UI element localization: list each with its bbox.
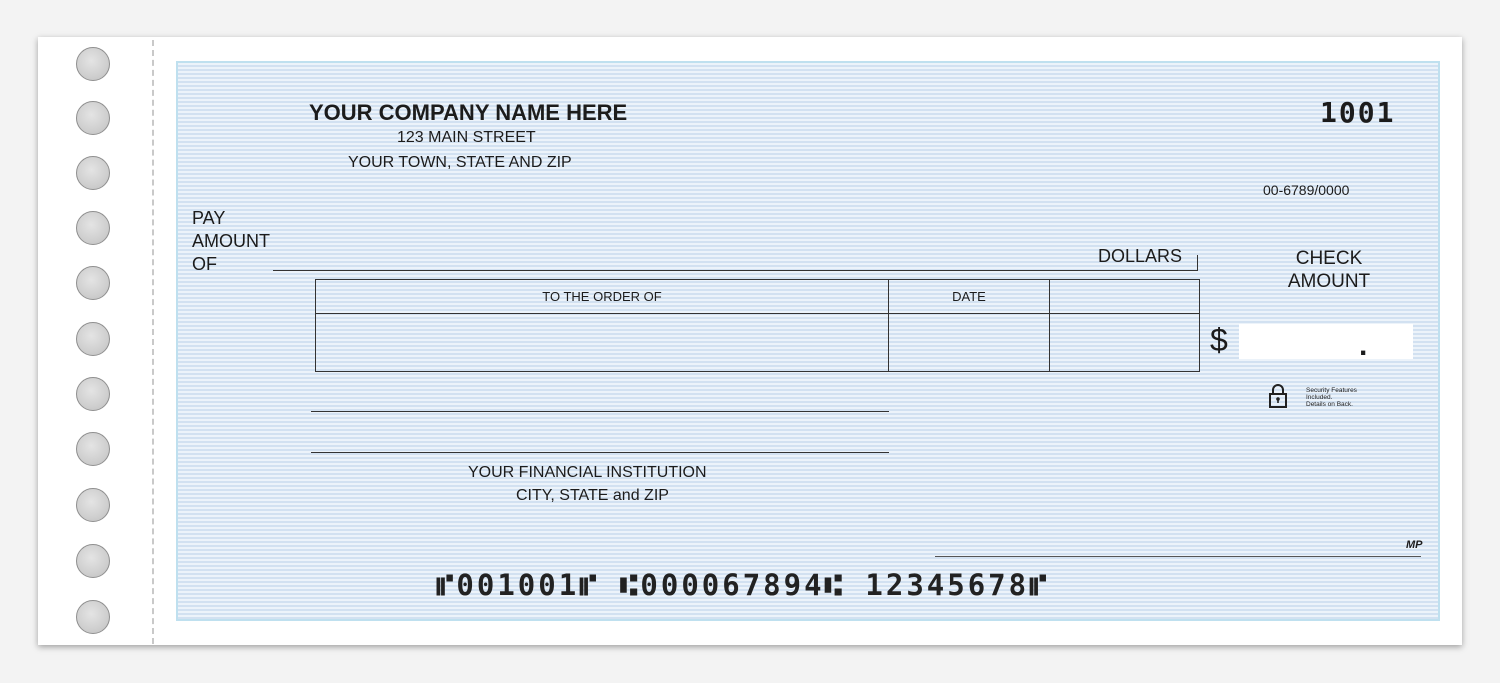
amount-written-line[interactable] — [273, 270, 1198, 271]
date-header: DATE — [889, 280, 1050, 314]
pay-label-line: PAY — [192, 208, 226, 228]
binder-hole-icon — [76, 211, 110, 245]
check-number: 1001 — [1320, 96, 1396, 129]
micr-line: ⑈001001⑈ ⑆000067894⑆ 12345678⑈ — [436, 568, 1050, 602]
dollars-tick — [1197, 255, 1198, 270]
amount-decimal: . — [1359, 329, 1368, 362]
binder-hole-icon — [76, 266, 110, 300]
printer-mark: MP — [1406, 539, 1423, 551]
memo-line-2[interactable] — [311, 452, 889, 453]
security-note-line: Details on Back. — [1306, 401, 1353, 408]
payee-field[interactable] — [316, 314, 889, 372]
signature-line[interactable] — [935, 556, 1421, 557]
check-amount-label-line: CHECK — [1295, 248, 1363, 269]
payee-header: TO THE ORDER OF — [316, 280, 889, 314]
company-address-line2: YOUR TOWN, STATE AND ZIP — [348, 154, 572, 171]
binder-hole-icon — [76, 47, 110, 81]
security-note-line: Security Features — [1306, 387, 1357, 394]
binder-hole-icon — [76, 600, 110, 634]
blank-header — [1050, 280, 1200, 314]
security-note — [1306, 387, 1386, 408]
dollar-sign: $ — [1210, 322, 1228, 358]
memo-line[interactable] — [311, 411, 889, 412]
perforation-line — [152, 40, 154, 644]
routing-fraction: 00-6789/0000 — [1263, 182, 1350, 198]
binder-hole-icon — [76, 488, 110, 522]
pay-label-line: AMOUNT — [192, 231, 270, 251]
binder-hole-icon — [76, 544, 110, 578]
binder-hole-icon — [76, 156, 110, 190]
amount-box[interactable] — [1239, 324, 1413, 362]
check-amount-label-line: AMOUNT — [1287, 271, 1371, 292]
date-field[interactable] — [889, 314, 1050, 372]
payee-date-table — [315, 279, 1200, 372]
bank-city: CITY, STATE and ZIP — [516, 487, 669, 504]
pay-amount-label — [192, 207, 270, 276]
binder-hole-icon — [76, 432, 110, 466]
pay-label-line: OF — [192, 254, 217, 274]
extra-field[interactable] — [1050, 314, 1200, 372]
check-body — [176, 61, 1440, 621]
security-note-line: Included. — [1306, 394, 1333, 401]
dollars-label: DOLLARS — [1098, 246, 1183, 266]
binder-hole-icon — [76, 322, 110, 356]
check-amount-label — [1258, 247, 1400, 293]
company-name: YOUR COMPANY NAME HERE — [309, 100, 628, 125]
binder-hole-icon — [76, 101, 110, 135]
bank-name: YOUR FINANCIAL INSTITUTION — [468, 464, 707, 481]
lock-icon — [1268, 383, 1288, 409]
company-address-line1: 123 MAIN STREET — [397, 129, 536, 146]
binder-hole-icon — [76, 377, 110, 411]
